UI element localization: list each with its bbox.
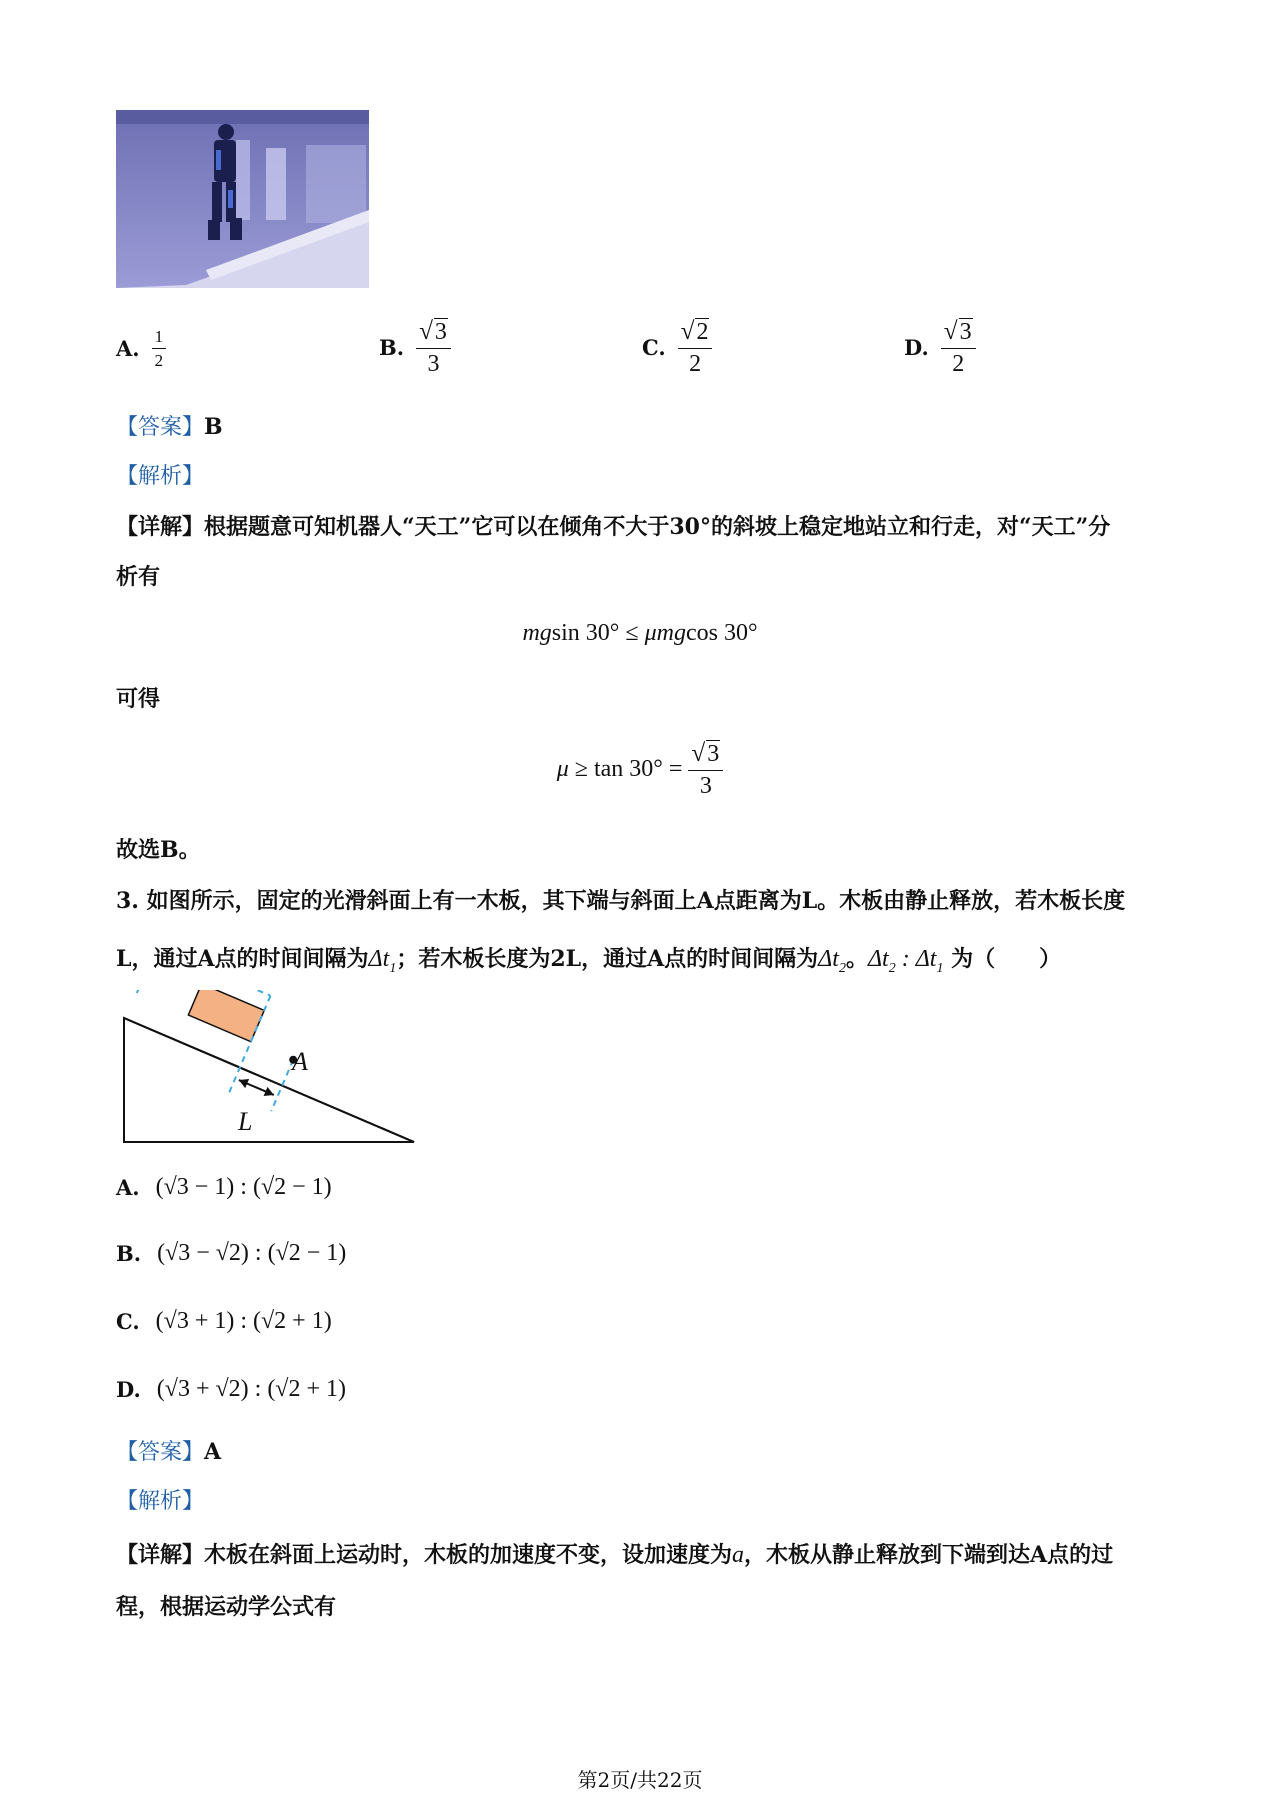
radical-sign: √ xyxy=(680,318,695,345)
q2-detail-line2: 析有 xyxy=(116,564,161,590)
eq-term: mg xyxy=(656,620,686,646)
numerator: 3 xyxy=(959,319,972,345)
numerator: 3 xyxy=(707,741,720,767)
fraction xyxy=(152,328,167,369)
q3-option-b[interactable] xyxy=(116,1240,346,1267)
mu-symbol: μ xyxy=(644,620,657,646)
accel-var: a xyxy=(732,1542,745,1568)
option-label: D. xyxy=(116,1377,141,1402)
q3-detail-line2: 程，根据运动学公式有 xyxy=(116,1594,337,1620)
q3-option-a[interactable] xyxy=(116,1174,332,1201)
option-label: B. xyxy=(379,334,405,360)
answer-value: A xyxy=(204,1439,222,1465)
denominator: 3 xyxy=(699,773,712,800)
question-text: ；若木板长度为2L，通过A点的时间间隔为 xyxy=(396,946,819,972)
detail-text: ，木板从静止释放到下端到达A点的过 xyxy=(744,1542,1114,1568)
fraction xyxy=(688,740,723,798)
detail-tag: 【详解】 xyxy=(116,1542,205,1568)
eq-term: cos 30° xyxy=(685,620,758,646)
option-label: B. xyxy=(116,1241,142,1266)
option-label: A. xyxy=(116,1175,140,1200)
q2-analysis-tag: 【解析】 xyxy=(116,464,205,489)
question-text: 。 xyxy=(845,946,868,972)
question-number: 3. xyxy=(116,888,139,914)
fraction xyxy=(416,318,451,376)
q2-options xyxy=(116,318,1216,388)
denominator: 2 xyxy=(689,351,702,378)
page-footer: 第2页/共22页 xyxy=(577,1768,703,1792)
option-label: D. xyxy=(904,334,929,360)
option-text: (√3 + √2) : (√2 + 1) xyxy=(156,1376,347,1402)
q3-detail-line1 xyxy=(116,1540,1113,1570)
denominator: 3 xyxy=(427,351,440,378)
q3-option-c[interactable] xyxy=(116,1308,332,1335)
question-text: L，通过A点的时间间隔为 xyxy=(116,946,369,972)
option-d[interactable] xyxy=(904,318,976,376)
q2-conclusion: 故选B。 xyxy=(116,837,201,863)
q2-equation-2 xyxy=(0,740,1280,798)
q2-equation-1 xyxy=(0,620,1280,647)
numerator: 1 xyxy=(152,328,167,349)
detail-tag: 【详解】 xyxy=(116,514,205,540)
radical-sign: √ xyxy=(943,318,958,345)
fraction xyxy=(941,318,976,376)
fraction xyxy=(678,318,713,376)
q3-answer xyxy=(116,1437,221,1468)
denominator: 2 xyxy=(154,351,164,370)
q2-detail-line1 xyxy=(116,512,1110,542)
option-label: A. xyxy=(116,336,140,361)
q3-analysis-tag: 【解析】 xyxy=(116,1489,205,1514)
mu-symbol: μ xyxy=(556,755,569,782)
wooden-board xyxy=(188,990,264,1042)
option-c[interactable] xyxy=(642,318,712,376)
radical-sign: √ xyxy=(419,318,433,345)
numerator: 3 xyxy=(434,319,447,345)
eq-term: sin 30° ≤ xyxy=(551,620,645,646)
question-text: 如图所示，固定的光滑斜面上有一木板，其下端与斜面上A点距离为L。木板由静止释放，若木板长度 xyxy=(146,888,1126,914)
dt1: $\Delta t_1$ xyxy=(368,946,397,976)
option-text: (√3 − √2) : (√2 − 1) xyxy=(157,1240,347,1266)
option-text: (√3 − 1) : (√2 − 1) xyxy=(155,1174,332,1200)
eq-term: ≥ tan 30° = xyxy=(568,755,689,782)
answer-value: B xyxy=(204,414,223,440)
option-label: C. xyxy=(642,334,666,360)
incline-figure xyxy=(116,990,436,1150)
ratio: $\Delta t_2$ : $\Delta t_1$ xyxy=(867,946,944,976)
q2-kede: 可得 xyxy=(116,686,161,712)
eq-term: mg xyxy=(522,620,552,646)
dt2: $\Delta t_2$ xyxy=(818,946,846,976)
radical-sign: √ xyxy=(691,740,706,767)
detail-text: 木板在斜面上运动时，木板的加速度不变，设加速度为 xyxy=(204,1542,733,1568)
length-l-label: L xyxy=(238,1107,253,1136)
option-text: (√3 + 1) : (√2 + 1) xyxy=(155,1308,332,1334)
robot-photo xyxy=(116,110,369,288)
numerator: 2 xyxy=(696,319,709,345)
option-b[interactable] xyxy=(379,318,451,376)
detail-text: 根据题意可知机器人“天工”它可以在倾角不大于30°的斜坡上稳定地站立和行走，对“天工”分 xyxy=(204,514,1111,540)
question-text: 为（ ） xyxy=(951,946,1062,972)
answer-tag: 【答案】 xyxy=(116,1440,205,1465)
option-a[interactable] xyxy=(116,328,166,369)
denominator: 2 xyxy=(952,351,965,378)
option-label: C. xyxy=(116,1309,140,1334)
q3-option-d[interactable] xyxy=(116,1376,346,1403)
q3-stem-line1 xyxy=(116,886,1125,916)
q3-stem-line2 xyxy=(116,944,1061,984)
answer-tag: 【答案】 xyxy=(116,415,205,440)
q2-answer xyxy=(116,412,223,443)
point-a-label: A xyxy=(292,1047,308,1076)
